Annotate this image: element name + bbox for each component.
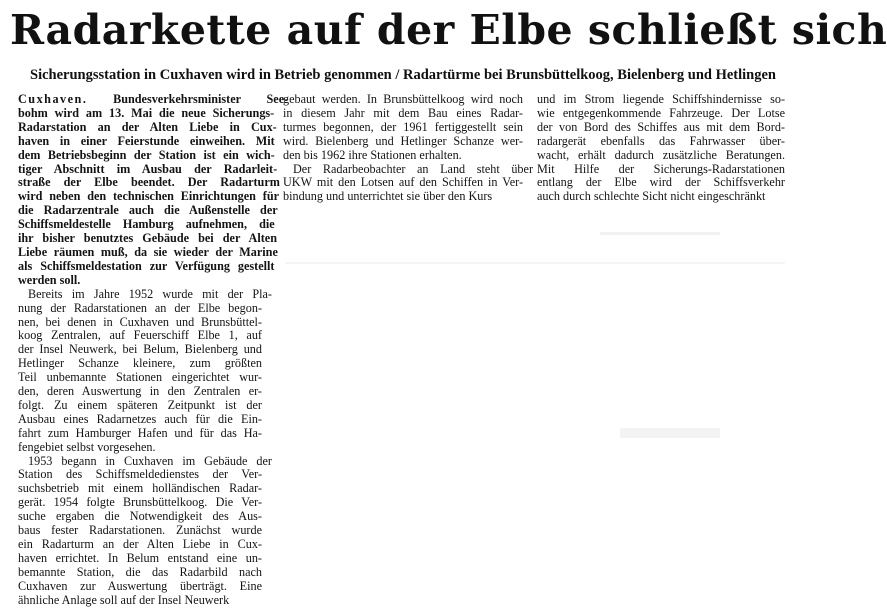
text-line: der Insel Neuwerk, bei Belum, Bielenberg und [18,342,262,357]
text-line: Bundesverkehrsminister See- [113,92,289,106]
text-line: bemannte Station, die das Radarbild nach [18,564,262,579]
text-line: Station des Schiffsmeldedienstes der Ver- [18,467,262,482]
text-line: Hetlinger Schanze kleinere, zum größten [18,356,262,371]
text-line: baus fester Radarstationen. Zunächst wurde [18,523,262,538]
text-line: Teil unbemannte Stationen eingerichtet wur- [18,370,262,385]
text-line: entlang der Elbe wird der Schiffsverkehr [537,175,785,190]
text-line: gebaut werden. In Brunsbüttelkoog wird noch [283,92,523,106]
text-line: ein Radarturm an der Alten Liebe in Cux- [18,537,262,551]
text-line: ähnliche Anlage soll auf der Insel Neuwerk [18,592,230,607]
paper-smudge [600,232,720,235]
body-paragraph [537,93,785,204]
text-line: bindung und unterrichtet sie über den Kurs [283,189,493,204]
text-line: turmes begonnen, der 1961 fertiggestellt sein [283,119,523,134]
text-line: suchsbetrieb mit einem holländischen Radar- [18,481,262,496]
text-line: straße der Elbe beendet. Der Radarturm [18,175,280,190]
text-line: den bis 1962 ihre Stationen erhalten. [283,147,462,162]
text-line: der von Bord des Schiffes aus mit dem Bord- [537,119,785,134]
text-line: und im Strom liegende Schiffshindernisse so- [537,92,785,106]
text-line: 1953 begann in Cuxhaven im Gebäude der [28,453,272,468]
text-line: koog Zentralen, auf Feuerschiff Elbe 1, auf [18,328,262,343]
text-line: bohm wird am 13. Mai die neue Sicherungs- [18,105,275,120]
text-line: als Schiffsmeldestation zur Verfügung gestellt [18,258,275,273]
text-line: haven in einer Feierstunde einweihen. Mit [18,133,275,148]
text-line: Schiffsmeldestelle Hamburg aufnehmen, die [18,217,275,232]
text-line: die Radarzentrale auch die Außenstelle der [18,203,278,218]
text-line: Der Radarbeobachter an Land steht über [293,161,533,176]
text-line: tiger Abschnitt im Ausbau der Radarleit- [18,161,278,176]
article-column-3 [537,93,785,204]
text-line: wird neben den technischen Einrichtungen für [18,189,280,204]
text-line: suche ergaben die Notwendigkeit des Aus- [18,509,262,524]
headline: Radarkette auf der Elbe schließt sich [10,6,887,54]
text-line: haven errichtet. In Belum entstand eine un- [18,550,262,565]
body-paragraph [18,453,272,608]
text-line: Cuxhaven zur Auswertung überträgt. Eine [18,578,262,593]
text-line: radargerät ebenfalls das Fahrwasser über- [537,133,785,148]
article-column-1 [18,92,289,608]
text-line: Ausbau eines Radarnetzes auch für die Ein- [18,411,262,426]
text-line: wacht, erhält dadurch zusätzliche Beratungen. [537,147,785,162]
body-paragraph [283,93,523,163]
lead-paragraph [18,92,289,288]
text-line: dem Betriebsbeginn der Station ist ein wich- [18,147,275,162]
body-paragraph [283,161,533,205]
text-line: nen, bei denen in Cuxhaven und Brunsbüttel- [18,314,262,329]
text-line: in diesem Jahr mit dem Bau eines Radar- [283,105,523,120]
paper-smudge [620,428,720,438]
article-column-2 [283,92,533,204]
text-line: auch durch schlechte Sicht nicht eingeschränkt [537,189,766,204]
text-line: Liebe räumen muß, da sie wieder der Marine [18,244,278,259]
subheadline: Sicherungsstation in Cuxhaven wird in Betrieb genommen / Radartürme bei Brunsbüttelkoog, Bielenberg und Hetlingen [30,67,776,83]
dateline: Cuxhaven. [18,92,88,106]
text-line: wird. Bielenberg und Hetlinger Schanze wer- [283,133,523,148]
text-line: Bereits im Jahre 1952 wurde mit der Pla- [28,286,272,301]
text-line: wie entgegenkommende Fahrzeuge. Der Lotse [537,105,785,120]
body-paragraph [18,286,272,455]
text-line: fahrt zum Hamburger Hafen und für das Ha- [18,425,262,440]
text-line: gerät. 1954 folgte Brunsbüttelkoog. Die Ver- [18,495,262,510]
text-line: fengebiet selbst vorgesehen. [18,439,156,454]
text-line: werden soll. [18,272,81,287]
text-line: Mit Hilfe der Sicherungs-Radarstationen [537,161,785,176]
text-line: UKW mit den Lotsen auf den Schiffen in Ver- [283,175,523,190]
text-line: Radarstation an der Alten Liebe in Cux- [18,119,277,134]
text-line: den, deren Auswertung in den Zentralen er- [18,384,262,399]
text-line: folgt. Zu einem späteren Zeitpunkt ist der [18,397,262,412]
text-line: ihr bisher benutztes Gebäude bei der Alten [18,231,277,246]
text-line: nung der Radarstationen an der Elbe begon- [18,300,262,315]
paper-smudge [285,262,785,264]
